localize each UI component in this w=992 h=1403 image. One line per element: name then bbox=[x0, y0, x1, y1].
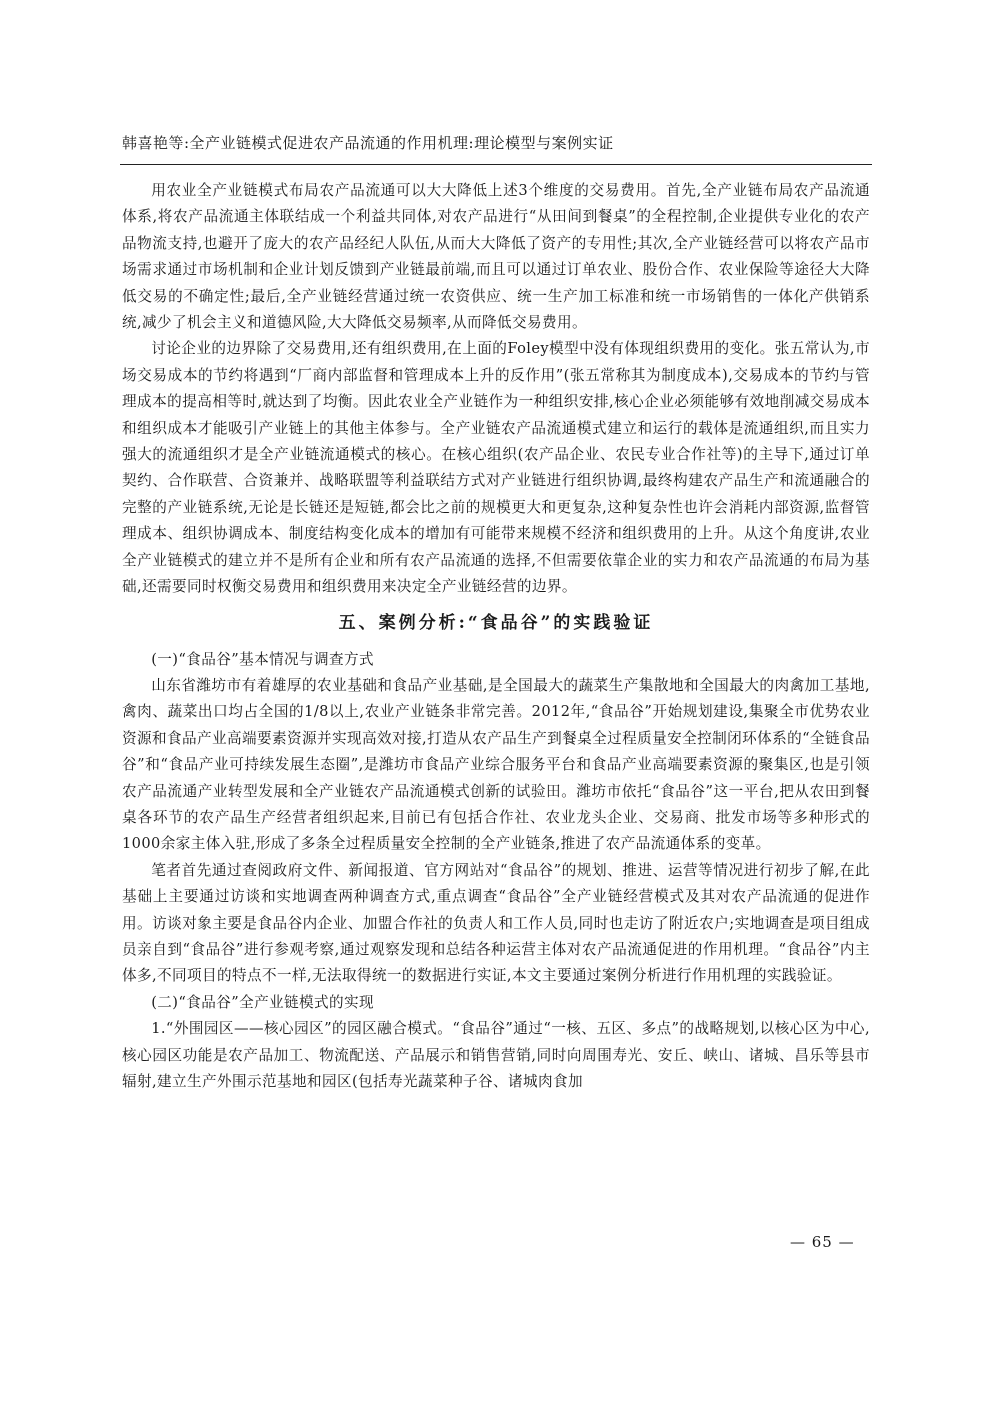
paragraph-3: 山东省潍坊市有着雄厚的农业基础和食品产业基础,是全国最大的蔬菜生产集散地和全国最大的肉禽加工基地,禽肉、蔬菜出口均占全国的1/8以上,农业产业链条非常完善。2012年,“食品谷”开始规划建设,集聚全市优势农业资源和食品产业高端要素资源并实现高效对接,打造从农产品生产到餐桌全过程质量安全控制闭环体系的“全链食品谷”和“食品产业可持续发展生态圈”,是潍坊市食品产业综合服务平台和食品产业高端要素资源的聚集区,也是引领农产品流通产业转型发展和全产业链农产品流通模式创新的试验田。潍坊市依托“食品谷”这一平台,把从农田到餐桌各环节的农产品生产经营者组织起来,目前已有包括合作社、农业龙头企业、交易商、批发市场等多种形式的1000余家主体入驻,形成了多条全过程质量安全控制的全产业链条,推进了农产品流通体系的变革。 bbox=[122, 676, 870, 853]
subsection-heading-1: (一)“食品谷”基本情况与调查方式 bbox=[151, 650, 375, 668]
paragraph-4: 笔者首先通过查阅政府文件、新闻报道、官方网站对“食品谷”的规划、推进、运营等情况进行初步了解,在此基础上主要通过访谈和实地调查两种调查方式,重点调查“食品谷”全产业链经营模式及其对农产品流通的促进作用。访谈对象主要是食品谷内企业、加盟合作社的负责人和工作人员,同时也走访了附近农户;实地调查是项目组成员亲自到“食品谷”进行参观考察,通过观察发现和总结各种运营主体对农产品流通促进的作用机理。“食品谷”内主体多,不同项目的特点不一样,无法取得统一的数据进行实证,本文主要通过案例分析进行作用机理的实践验证。 bbox=[122, 861, 870, 985]
header-rule bbox=[120, 164, 872, 165]
paragraph-1: 用农业全产业链模式布局农产品流通可以大大降低上述3个维度的交易费用。首先,全产业链布局农产品流通体系,将农产品流通主体联结成一个利益共同体,对农产品进行“从田间到餐桌”的全程控制,企业提供专业化的农产品物流支持,也避开了庞大的农产品经纪人队伍,从而大大降低了资产的专用性;其次,全产业链经营可以将农产品市场需求通过市场机制和企业计划反馈到产业链最前端,而且可以通过订单农业、股份合作、农业保险等途径大大降低交易的不确定性;最后,全产业链经营通过统一农资供应、统一生产加工标准和统一市场销售的一体化产供销系统,减少了机会主义和道德风险,大大降低交易频率,从而降低交易费用。 bbox=[122, 182, 870, 332]
paragraph-5: 1.“外围园区——核心园区”的园区融合模式。“食品谷”通过“一核、五区、多点”的战略规划,以核心区为中心,核心园区功能是农产品加工、物流配送、产品展示和销售营销,同时向周围寿光、安丘、峡山、诸城、昌乐等县市辐射,建立生产外围示范基地和园区(包括寿光蔬菜种子谷、诸城肉食加 bbox=[122, 1020, 870, 1090]
paragraph-2: 讨论企业的边界除了交易费用,还有组织费用,在上面的Foley模型中没有体现组织费用的变化。张五常认为,市场交易成本的节约将遇到“厂商内部监督和管理成本上升的反作用”(张五常称其为制度成本),交易成本的节约与管理成本的提高相等时,就达到了均衡。因此农业全产业链作为一种组织安排,核心企业必须能够有效地削减交易成本和组织成本才能吸引产业链上的其他主体参与。全产业链农产品流通模式建立和运行的载体是流通组织,而且实力强大的流通组织才是全产业链流通模式的核心。在核心组织(农产品企业、农民专业合作社等)的主导下,通过订单契约、合作联营、合资兼并、战略联盟等利益联结方式对产业链进行组织协调,最终构建农产品生产和流通融合的完整的产业链系统,无论是长链还是短链,都会比之前的规模更大和更复杂,这种复杂性也许会消耗内部资源,监督管理成本、组织协调成本、制度结构变化成本的增加有可能带来规模不经济和组织费用的上升。从这个角度讲,农业全产业链模式的建立并不是所有企业和所有农产品流通的选择,不但需要依靠企业的实力和农产品流通的布局为基础,还需要同时权衡交易费用和组织费用来决定全产业链经营的边界。 bbox=[122, 340, 870, 596]
section-heading: 五、案例分析:“食品谷”的实践验证 bbox=[338, 612, 654, 633]
subsection-heading-2: (二)“食品谷”全产业链模式的实现 bbox=[151, 993, 375, 1011]
running-header: 韩喜艳等:全产业链模式促进农产品流通的作用机理:理论模型与案例实证 bbox=[122, 134, 614, 152]
page-number: — 65 — bbox=[790, 1233, 855, 1251]
article-body bbox=[122, 178, 870, 1095]
